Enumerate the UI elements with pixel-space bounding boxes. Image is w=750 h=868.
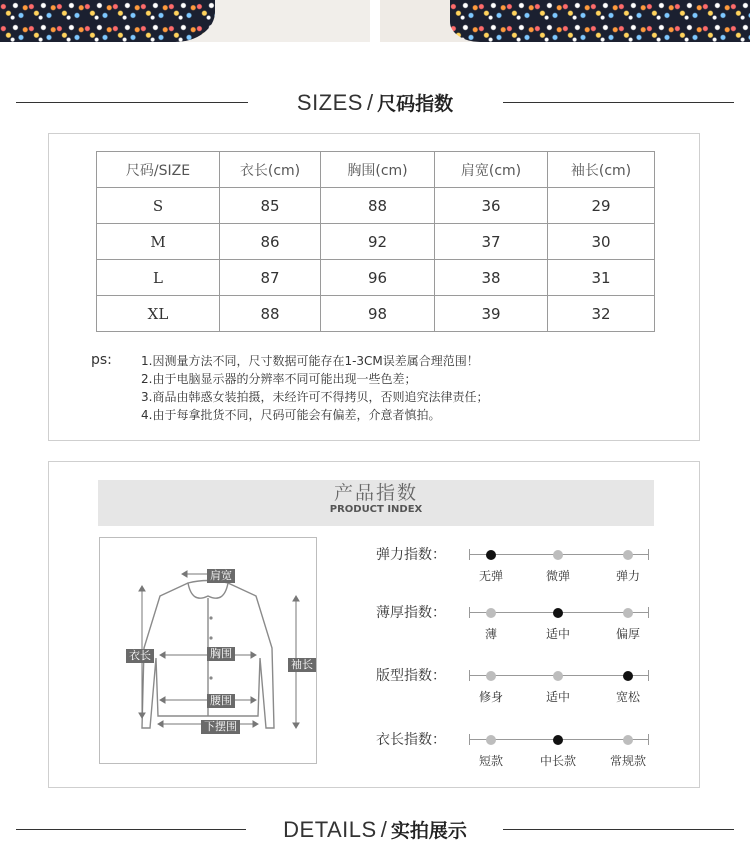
note-line: 4.由于每拿批货不同，尺码可能会有偏差，介意者慎拍。 xyxy=(141,408,441,422)
scale-option-label: 偏厚 xyxy=(615,627,641,641)
table-row xyxy=(97,260,655,296)
table-cell: 88 xyxy=(220,296,321,332)
scale-dot xyxy=(486,608,496,618)
sizes-title-sep: / xyxy=(366,90,374,115)
chest-label: 胸围 xyxy=(207,647,235,661)
table-cell: 98 xyxy=(321,296,435,332)
scale-dot xyxy=(486,735,496,745)
scale-option-label: 常规款 xyxy=(609,754,647,768)
details-title xyxy=(0,815,750,846)
length-scale xyxy=(469,734,649,768)
shoulder-label: 肩宽 xyxy=(207,569,235,583)
table-cell: 32 xyxy=(548,296,655,332)
elasticity-index-label: 弹力指数： xyxy=(376,547,446,563)
scale-tick xyxy=(648,549,649,560)
table-row xyxy=(97,224,655,260)
size-table-header-row xyxy=(97,152,655,188)
size-table xyxy=(96,151,655,332)
product-index-title-cn: 产品指数 xyxy=(333,482,418,504)
chest-col-header: 胸围(cm) xyxy=(321,152,435,188)
table-cell: 38 xyxy=(435,260,548,296)
product-photo-left[interactable] xyxy=(0,0,370,42)
sleeve-label: 袖长 xyxy=(288,658,316,672)
table-cell: M xyxy=(97,224,220,260)
scale-dot xyxy=(486,671,496,681)
scale-dot xyxy=(623,735,633,745)
scale-tick xyxy=(648,670,649,681)
details-title-sep: / xyxy=(380,817,387,842)
scale-tick xyxy=(648,734,649,745)
scale-option-label: 修身 xyxy=(478,690,504,704)
scale-option-label: 微弹 xyxy=(545,569,571,583)
waist-label: 腰围 xyxy=(207,694,235,708)
hem-label: 下摆围 xyxy=(201,720,240,734)
scale-option-label: 适中 xyxy=(545,690,571,704)
table-cell: 39 xyxy=(435,296,548,332)
scale-option-label: 宽松 xyxy=(615,690,641,704)
scale-dot-selected xyxy=(553,608,563,618)
shoulder-col-header: 肩宽(cm) xyxy=(435,152,548,188)
table-cell: S xyxy=(97,188,220,224)
table-cell: 96 xyxy=(321,260,435,296)
size-col-header: 尺码/SIZE xyxy=(97,152,220,188)
scale-tick xyxy=(469,670,470,681)
product-photo-right[interactable] xyxy=(380,0,750,42)
note-line: 2.由于电脑显示器的分辨率不同可能出现一些色差； xyxy=(141,372,417,386)
scale-dot-selected xyxy=(623,671,633,681)
details-section-header xyxy=(0,815,750,845)
product-index-title-bar xyxy=(98,480,654,526)
scale-tick xyxy=(469,734,470,745)
floral-pattern xyxy=(0,0,215,42)
product-index-panel xyxy=(48,461,700,788)
thickness-scale xyxy=(469,607,649,641)
table-row xyxy=(97,188,655,224)
thickness-index-row xyxy=(376,602,676,642)
sleeve-col-header: 袖长(cm) xyxy=(548,152,655,188)
table-cell: 85 xyxy=(220,188,321,224)
table-cell: 29 xyxy=(548,188,655,224)
product-index-title-en: PRODUCT INDEX xyxy=(329,504,423,515)
length-label: 衣长 xyxy=(126,649,154,663)
floral-pattern xyxy=(450,0,750,42)
scale-option-label: 适中 xyxy=(545,627,571,641)
table-cell: XL xyxy=(97,296,220,332)
elasticity-index-row xyxy=(376,544,676,584)
table-cell: 92 xyxy=(321,224,435,260)
table-cell: 88 xyxy=(321,188,435,224)
fit-index-label: 版型指数： xyxy=(376,668,446,684)
table-cell: 30 xyxy=(548,224,655,260)
fit-scale xyxy=(469,670,649,704)
product-photo-strip xyxy=(0,0,750,42)
elasticity-scale xyxy=(469,549,649,583)
scale-option-label: 短款 xyxy=(478,754,504,768)
table-cell: 86 xyxy=(220,224,321,260)
scale-option-label: 薄 xyxy=(484,627,498,641)
scale-dot xyxy=(623,608,633,618)
sizes-title xyxy=(0,88,750,119)
scale-option-label: 无弹 xyxy=(478,569,504,583)
table-cell: L xyxy=(97,260,220,296)
scale-dot xyxy=(553,671,563,681)
scale-dot xyxy=(553,550,563,560)
scale-tick xyxy=(648,607,649,618)
table-row xyxy=(97,296,655,332)
length-col-header: 衣长(cm) xyxy=(220,152,321,188)
length-index-label: 衣长指数： xyxy=(376,732,446,748)
size-chart-panel xyxy=(48,133,700,441)
sizes-section-header xyxy=(0,88,750,118)
table-cell: 31 xyxy=(548,260,655,296)
note-line: 3.商品由韩惑女装拍摄，未经许可不得拷贝，否则追究法律责任； xyxy=(141,390,489,404)
scale-dot xyxy=(623,550,633,560)
scale-dot-selected xyxy=(553,735,563,745)
table-cell: 37 xyxy=(435,224,548,260)
table-cell: 36 xyxy=(435,188,548,224)
table-cell: 87 xyxy=(220,260,321,296)
scale-option-label: 弹力 xyxy=(615,569,641,583)
fit-index-row xyxy=(376,665,676,705)
details-title-en: DETAILS xyxy=(283,817,377,842)
sizes-title-en: SIZES xyxy=(296,90,363,115)
sizes-title-cn: 尺码指数 xyxy=(377,93,454,115)
scale-tick xyxy=(469,549,470,560)
thickness-index-label: 薄厚指数： xyxy=(376,605,446,621)
notes-ps-label: ps: xyxy=(91,352,112,368)
length-index-row xyxy=(376,729,676,769)
shirt-measure-diagram xyxy=(99,537,317,764)
scale-tick xyxy=(469,607,470,618)
details-title-cn: 实拍展示 xyxy=(390,820,467,842)
note-line: 1.因测量方法不同，尺寸数据可能存在1-3CM误差属合理范围！ xyxy=(141,354,479,368)
scale-dot-selected xyxy=(486,550,496,560)
scale-option-label: 中长款 xyxy=(539,754,577,768)
